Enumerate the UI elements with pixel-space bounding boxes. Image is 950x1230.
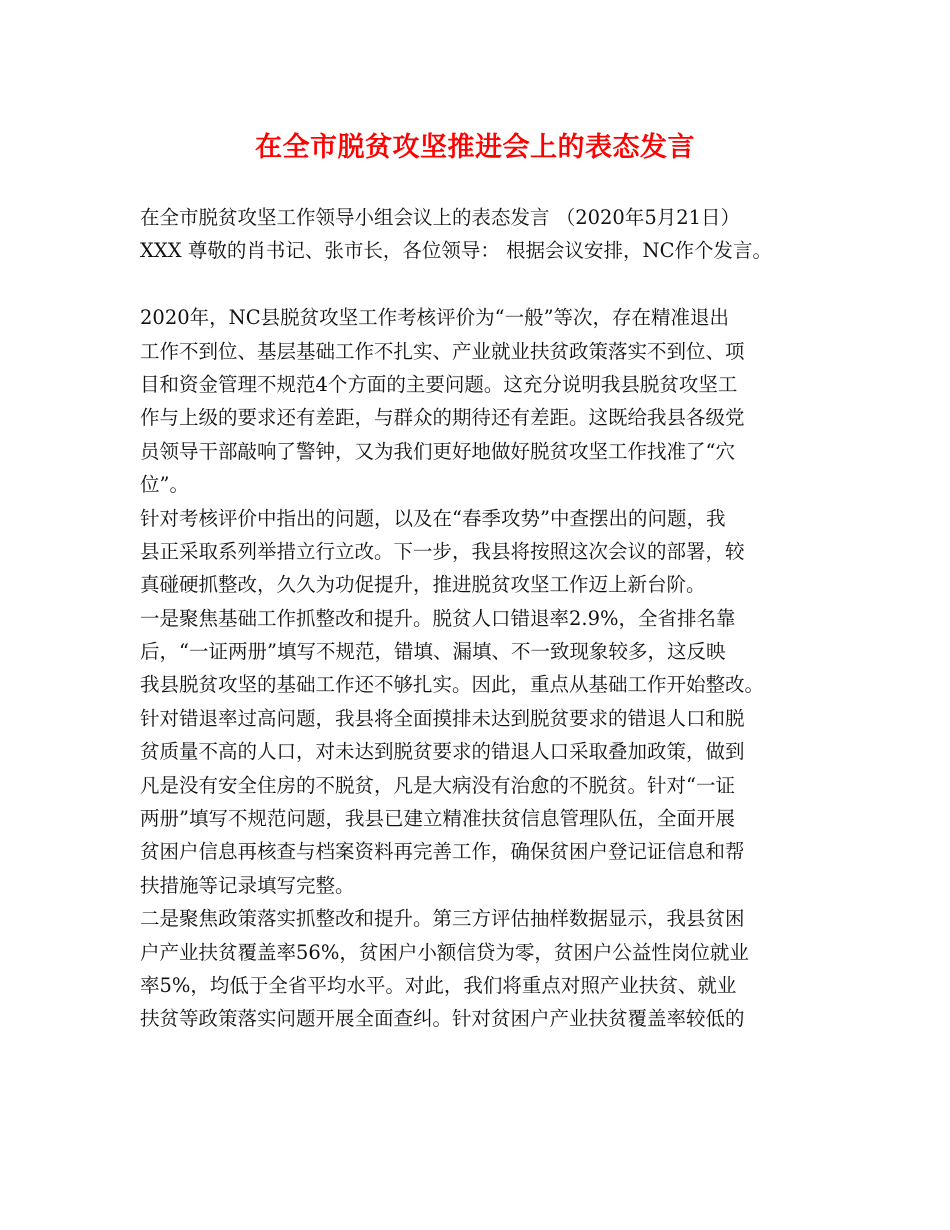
text-line: 作与上级的要求还有差距，与群众的期待还有差距。这既给我县各级党 [140,406,745,430]
text-line: 我县脱贫攻坚的基础工作还不够扎实。因此，重点从基础工作开始整改。 [140,673,765,697]
blank-line [140,268,840,301]
text-line: 扶措施等记录填写完整。 [140,873,355,897]
text-line: 贫困户信息再核查与档案资料再完善工作，确保贫困户登记证信息和帮 [140,840,745,864]
document-title: 在全市脱贫攻坚推进会上的表态发言 [255,132,695,163]
text-line: 针对错退率过高问题，我县将全面摸排未达到脱贫要求的错退人口和脱 [140,706,745,730]
text-line: 扶贫等政策落实问题开展全面查纠。针对贫困户产业扶贫覆盖率较低的 [140,1007,745,1031]
document-body [140,201,840,1036]
text-line: 目和资金管理不规范4个方面的主要问题。这充分说明我县脱贫攻坚工 [140,372,738,396]
text-line: 在全市脱贫攻坚工作领导小组会议上的表态发言 （2020年5月21日） [140,206,741,229]
text-line: 后，“一证两册”填写不规范，错填、漏填、不一致现象较多，这反映 [140,640,726,664]
text-line: 率5%，均低于全省平均水平。对此，我们将重点对照产业扶贫、就业 [140,973,737,997]
text-line: 县正采取系列举措立行立改。下一步，我县将按照这次会议的部署，较 [140,539,745,563]
text-line: 凡是没有安全住房的不脱贫，凡是大病没有治愈的不脱贫。针对“一证 [140,773,735,797]
text-line: XXX 尊敬的肖书记、张市长，各位领导： 根据会议安排，NC作个发言。 [140,239,773,263]
text-line: 2020年，NC县脱贫攻坚工作考核评价为“一般”等次，存在精准退出 [140,306,730,330]
text-line: 位”。 [140,473,189,497]
text-line: 户产业扶贫覆盖率56%，贫困户小额信贷为零，贫困户公益性岗位就业 [140,940,749,964]
text-line: 真碰硬抓整改，久久为功促提升，推进脱贫攻坚工作迈上新台阶。 [140,573,706,597]
text-line: 贫质量不高的人口，对未达到脱贫要求的错退人口采取叠加政策，做到 [140,740,745,764]
text-line: 工作不到位、基层基础工作不扎实、产业就业扶贫政策落实不到位、项 [140,339,745,363]
text-line: 员领导干部敲响了警钟，又为我们更好地做好脱贫攻坚工作找准了“穴 [140,439,735,463]
text-line: 一是聚焦基础工作抓整改和提升。脱贫人口错退率2.9%，全省排名靠 [140,606,736,630]
text-line: 两册”填写不规范问题，我县已建立精准扶贫信息管理队伍，全面开展 [140,807,735,831]
text-line: 二是聚焦政策落实抓整改和提升。第三方评估抽样数据显示，我县贫困 [140,907,745,931]
text-line: 针对考核评价中指出的问题，以及在“春季攻势”中查摆出的问题，我 [140,506,726,530]
